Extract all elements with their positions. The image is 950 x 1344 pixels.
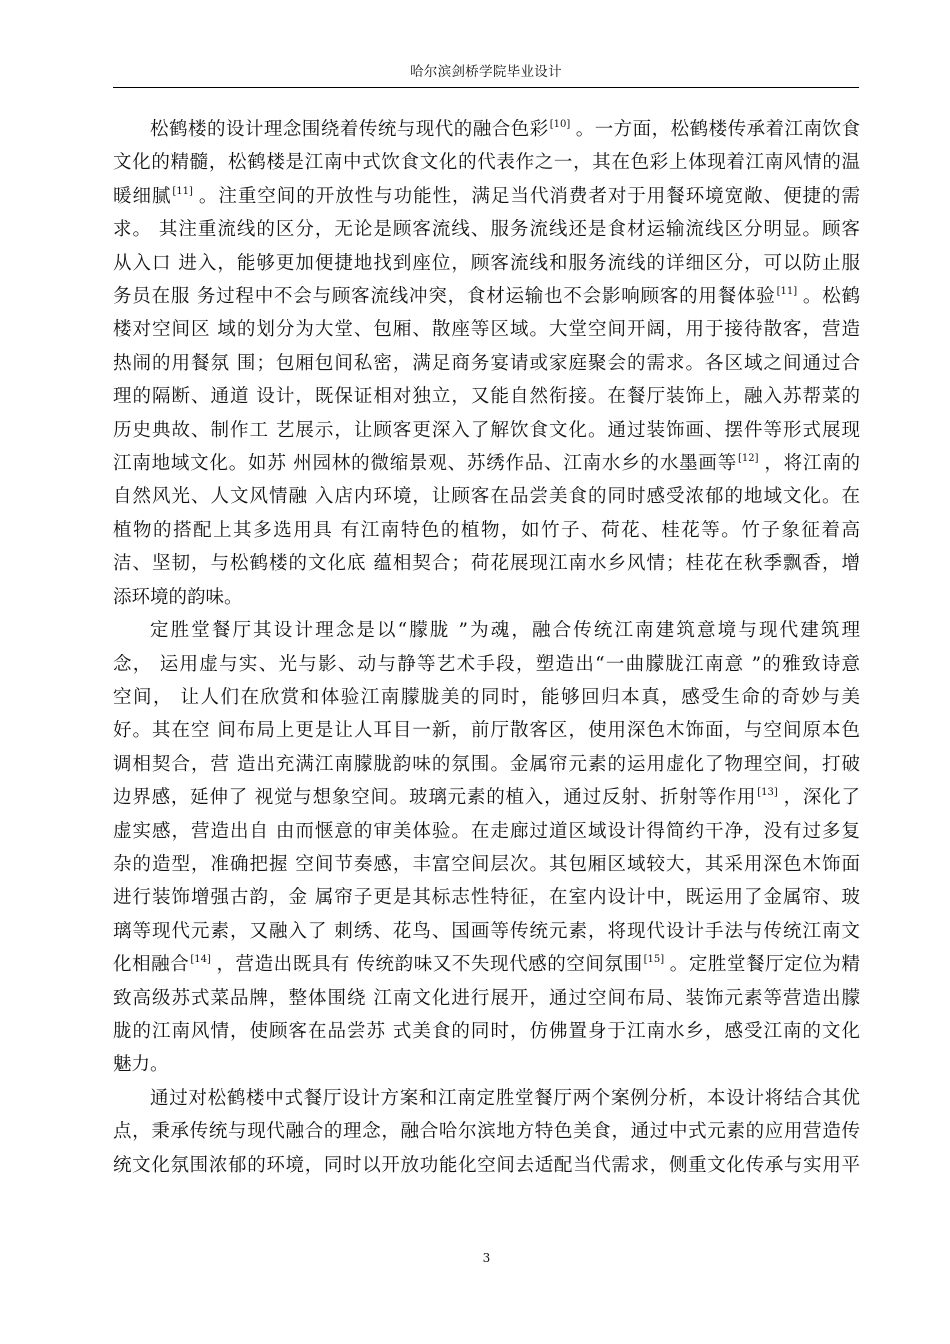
body-paragraph (113, 1082, 860, 1182)
citation-marker: [14] (190, 954, 211, 966)
text-line (113, 681, 860, 714)
text-run: 定胜堂餐厅其设计理念是以“朦胧 ”为魂，融合传统江南建筑意境与现代建筑理 (150, 620, 860, 642)
text-run: 。松鹤 (802, 286, 860, 308)
text-run: 文化的精髓，松鹤楼是江南中式饮食文化的代表作之一，其在色彩上体现着江南风情的温 (113, 152, 860, 174)
text-line (113, 848, 860, 881)
text-run: 通过对松鹤楼中式餐厅设计方案和江南定胜堂餐厅两个案例分析，本设计将结合其优 (150, 1087, 860, 1109)
text-line (113, 347, 860, 380)
text-line (113, 781, 860, 814)
text-line (113, 1149, 860, 1182)
page-footer (113, 1249, 860, 1267)
running-header (113, 61, 859, 88)
text-run: 致高级苏式菜品牌，整体围绕 江南文化进行展开，通过空间布局、装饰元素等营造出朦 (113, 987, 860, 1009)
text-line (113, 982, 860, 1015)
body-paragraph (113, 113, 860, 614)
text-run: 边界感，延伸了 视觉与想象空间。玻璃元素的植入，通过反射、折射等作用 (113, 787, 757, 809)
citation-marker: [12] (738, 453, 759, 465)
text-run: 进行装饰增强古韵，金 属帘子更是其标志性特征，在室内设计中，既运用了金属帘、玻 (113, 887, 860, 909)
text-run: 务员在服 务过程中不会与顾客流线冲突，食材运输也不会影响顾客的用餐体验 (113, 286, 776, 308)
body-paragraph (113, 614, 860, 1082)
text-run: 洁、坚韧，与松鹤楼的文化底 蕴相契合；荷花展现江南水乡风情；桂花在秋季飘香，增 (113, 553, 860, 575)
text-run: 空间， 让人们在欣赏和体验江南朦胧美的同时，能够回归本真，感受生命的奇妙与美 (113, 686, 860, 708)
text-line (113, 414, 860, 447)
text-run: 胧的江南风情，使顾客在品尝苏 式美食的同时，仿佛置身于江南水乡，感受江南的文化 (113, 1020, 860, 1042)
text-line (113, 1048, 860, 1081)
text-line (113, 247, 860, 280)
text-line (113, 948, 860, 981)
text-run: 松鹤楼的设计理念围绕着传统与现代的融合色彩 (150, 119, 549, 140)
text-line (113, 313, 860, 346)
text-line (113, 748, 860, 781)
text-run: 念， 运用虚与实、光与影、动与静等艺术手段，塑造出“一曲朦胧江南意 ”的雅致诗意 (113, 653, 860, 675)
text-run: ，将江南的 (763, 453, 860, 475)
text-run: 江南地域文化。如苏 州园林的微缩景观、苏绣作品、江南水乡的水墨画等 (113, 453, 737, 475)
text-line (113, 614, 860, 647)
text-line (113, 881, 860, 914)
body-text (113, 113, 860, 1182)
text-run: 魅力。 (113, 1054, 169, 1076)
text-run: ，深化了 (782, 787, 860, 809)
text-line (113, 514, 860, 547)
text-line (113, 213, 860, 246)
text-run: 历史典故、制作工 艺展示，让顾客更深入了解饮食文化。通过装饰画、摆件等形式展现 (113, 419, 860, 441)
citation-marker: [10] (549, 119, 571, 130)
text-run: 好。其在空 间布局上更是让人耳目一新，前厅散客区，使用深色木饰面，与空间原本色 (113, 720, 860, 742)
text-run: 热闹的用餐氛 围；包厢包间私密，满足商务宴请或家庭聚会的需求。各区域之间通过合 (113, 352, 860, 374)
citation-marker: [11] (172, 185, 193, 197)
citation-marker: [13] (757, 787, 778, 799)
text-run: 添环境的韵味。 (113, 586, 243, 608)
text-line (113, 915, 860, 948)
text-line (113, 480, 860, 513)
text-line (113, 146, 860, 179)
text-run: 璃等现代元素，又融入了 刺绣、花鸟、国画等传统元素，将现代设计手法与传统江南文 (113, 920, 860, 942)
text-run: ，营造出既具有 传统韵味又不失现代感的空间氛围 (215, 954, 643, 976)
text-run: 。一方面，松鹤楼传承着江南饮食 (575, 119, 860, 140)
text-run: 自然风光、人文风情融 入店内环境，让顾客在品尝美食的同时感受浓郁的地域文化。在 (113, 486, 860, 508)
text-line (113, 180, 860, 213)
text-run: 楼对空间区 域的划分为大堂、包厢、散座等区域。大堂空间开阔，用于接待散客，营造 (113, 319, 860, 341)
citation-marker: [11] (776, 286, 798, 298)
text-run: 统文化氛围浓郁的环境，同时以开放功能化空间去适配当代需求，侧重文化传承与实用平 (113, 1154, 860, 1176)
text-run: 求。 其注重流线的区分，无论是顾客流线、服务流线还是食材运输流线区分明显。顾客 (113, 219, 860, 241)
text-line (113, 1015, 860, 1048)
text-line (113, 113, 860, 146)
text-run: 调相契合，营 造出充满江南朦胧韵味的氛围。金属帘元素的运用虚化了物理空间，打破 (113, 753, 860, 775)
text-run: 杂的造型，准确把握 空间节奏感，丰富空间层次。其包厢区域较大，其采用深色木饰面 (113, 853, 860, 875)
text-line (113, 380, 860, 413)
text-line (113, 648, 860, 681)
text-line (113, 547, 860, 580)
text-run: 理的隔断、通道 设计，既保证相对独立，又能自然衔接。在餐厅装饰上，融入苏帮菜的 (113, 386, 860, 408)
text-line (113, 714, 860, 747)
text-run: 从入口 进入，能够更加便捷地找到座位，顾客流线和服务流线的详细区分，可以防止服 (113, 252, 860, 274)
text-run: 。注重空间的开放性与功能性，满足当代消费者对于用餐环境宽敞、便捷的需 (197, 185, 860, 207)
citation-marker: [15] (643, 954, 665, 966)
text-run: 化相融合 (113, 954, 190, 976)
text-line (113, 280, 860, 313)
text-run: 。定胜堂餐厅定位为精 (669, 954, 860, 976)
text-run: 暖细腻 (113, 185, 172, 207)
text-line (113, 1115, 860, 1148)
text-run: 植物的搭配上其多选用具 有江南特色的植物，如竹子、荷花、桂花等。竹子象征着高 (113, 519, 860, 541)
text-line (113, 447, 860, 480)
text-line (113, 815, 860, 848)
text-run: 点，秉承传统与现代融合的理念，融合哈尔滨地方特色美食，通过中式元素的应用营造传 (113, 1121, 860, 1143)
text-line (113, 581, 860, 614)
text-line (113, 1082, 860, 1115)
page-number: 3 (482, 1251, 491, 1265)
text-run: 虚实感，营造出自 由而惬意的审美体验。在走廊过道区域设计得简约干净，没有过多复 (113, 820, 860, 842)
header-title: 哈尔滨剑桥学院毕业设计 (410, 64, 562, 80)
